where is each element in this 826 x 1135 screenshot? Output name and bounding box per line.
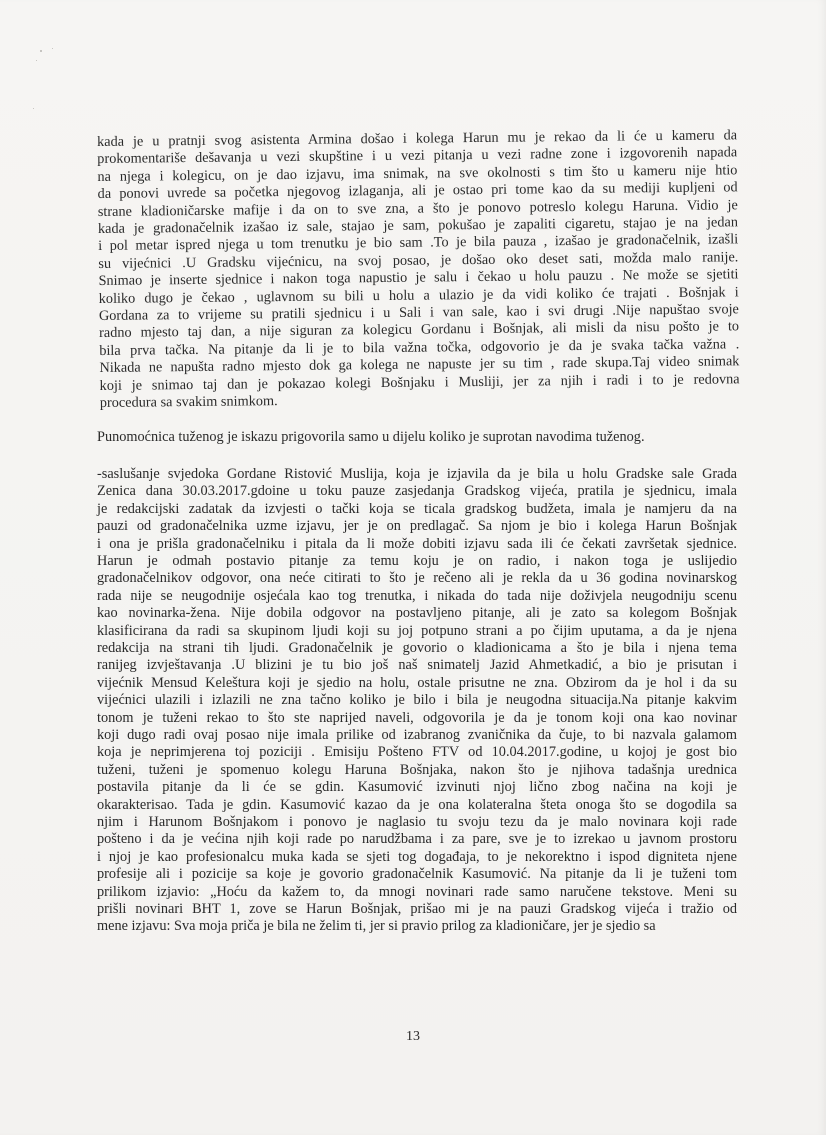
objection-paragraph: Punomoćnica tuženog je iskazu prigovorila samo u dijelu koliko je suprotan navodima tuženog. <box>97 428 645 445</box>
text-line: kao novinarka-žena. Nije dobila odgovor na postavljeno pitanje, ali je zato sa kolegom Bošnjak <box>97 605 737 622</box>
text-line: koja je neprimjerena toj poziciji . Emisiju Pošteno FTV od 10.04.2017.godine, u kojoj je gost bio <box>97 744 737 761</box>
text-line: gradonačelnikov odgovor, ona neće citirati to što je rečeno ali je rekla da u 36 godina novinarskog <box>97 570 737 587</box>
text-line: koji dugo radi ovaj posao nije imala prilike od izabranog zvaničnika da čuje, to bi nazvala galamom <box>97 727 737 743</box>
paper-speck <box>40 50 42 52</box>
text-line: koji je snimao taj dan je pokazao kolegi Bošnjaku i Musliji, jer za njih i radi i to je redovna <box>99 370 740 394</box>
document-body <box>97 127 740 936</box>
text-line: da ponovi uvrede sa početka njegovog izlaganja, ali je ostao pri tome kao da su mediji kupljeni od <box>97 179 738 203</box>
text-line: kada je gradonačelnik izašao iz sale, stajao je sam, pokušao je zapaliti cigaretu, stajao je na jedan <box>97 214 739 238</box>
text-line: je redakcijski zadatak da izvjesti o tački koja se ticala gradskog budžeta, imala je namjeru da na <box>97 500 737 517</box>
text-line: profesije ali i pozicije sa koje je govorio gradonačelnik Kasumović. Na pitanje da li je tuženi tom <box>97 866 737 883</box>
text-line: kada je u pratnji svog asistenta Armina došao i kolega Harun mu je rekao da li će u kameru da <box>97 127 738 150</box>
text-line: vijećnici ulazili i izlazili ne zna tačno koliko je bilo i bila je neugodna situacija.Na pitanje kakvim <box>97 692 737 709</box>
text-line: na njega i kolegicu, on je dao izjavu, ima snimak, na sve okolnosti s tim što u kameru nije htio <box>97 162 738 185</box>
text-line: okarakterisao. Tada je gdin. Kasumović kazao da je ona kolateralna šteta onoga što se dogodila sa <box>97 796 737 813</box>
text-line: tonom je tuženi rekao to što ste naprijed naveli, odgovorila je da je tonom koji ona kao novinar <box>97 709 737 726</box>
text-line: Zenica dana 30.03.2017.gdoine u toku pauze zasjedanja Gradskog vijeća, pratila je sjednicu, imala <box>97 483 737 500</box>
text-line: prilikom izjavio: „Hoću da kažem to, da mnogi novinari rade samo naručene tekstove. Meni su <box>97 883 737 900</box>
text-line: klasificirana da radi sa skupinom ljudi koji su joj potpuno strani a po čijim uputama, a da je njena <box>97 622 737 639</box>
text-line: i ona je prišla gradonačelniku i pitala da li može dobiti izjavu sada ili će čekati završetak sjednice. <box>97 535 737 552</box>
page-number: 13 <box>406 1029 420 1044</box>
testimony-paragraph <box>97 127 740 412</box>
text-line: Gordana za to vrijeme su pratili sjednicu i u Sali i van sale, kao i svi drugi .Nije napuštao svoje <box>98 301 739 325</box>
text-line: prokomentariše dešavanja u vezi skupštine i u vezi pitanja u vezi radne zone i izgovorenih napada <box>97 144 738 168</box>
text-line: i njoj je kao profesionalcu muka kada se sjeti tog događaja, to je nekorektno i ispod digniteta njene <box>97 848 737 865</box>
text-line: strane kladioničarske mafije i da on to sve zna, a što je ponovo potreslo kolegu Haruna. Vidio je <box>97 196 738 220</box>
text-line: radno mjesto taj dan, a nije siguran za kolegicu Gordanu i Bošnjak, ali misli da nisu pošto je to <box>99 318 740 342</box>
paper-speck <box>52 48 53 49</box>
paper-speck <box>33 108 34 109</box>
text-line: vijećnik Mensud Keleštura koji je sjedio na holu, ostale prisutne ne zna. Obzirom da je hol i da su <box>97 674 737 691</box>
text-line: ranijeg izvještavanja .U blizini je tu bio još naš snimatelj Jazid Ahmetkadić, a bio je prisutan i <box>97 657 737 674</box>
text-line: i pol metar ispred njega u tom trenutku je bio sam .To je bila pauza , izašao je gradonačelnik, izašli <box>98 231 739 255</box>
text-line: mene izjavu: Sva moja priča je bila ne želim ti, jer si pravio prilog za kladioničare, jer je sjedio sa <box>97 918 656 935</box>
text-line: rada nije se neugodnije osjećala kao tog trenutka, i nikada do tada nije doživjela neugodniju scenu <box>97 587 737 604</box>
text-line: prišli novinari BHT 1, zove se Harun Bošnjak, prišao mi je na pauzi Gradskog vijeća i tražio od <box>97 901 737 918</box>
text-line: redakcija na strani tih ljudi. Gradonačelnik je govorio o kladionicama a što je bila i njena tema <box>97 639 737 656</box>
text-line: pošteno i da je većina njih koji rade po narudžbama i za pare, sve je to izrekao u javnom prostoru <box>97 831 737 848</box>
text-line: -saslušanje svjedoka Gordane Ristović Muslija, koja je izjavila da je bila u holu Gradske sale Grada <box>97 465 737 482</box>
witness-statement-paragraph <box>97 466 737 936</box>
text-line: pauzi od gradonačelnika uzme izjavu, jer je on predlagač. Sa njom je bio i kolega Harun Bošnjak <box>97 518 737 535</box>
text-line: postavila pitanje da li će se gdin. Kasumović izvinuti njoj lično zbog načina na koji je <box>97 779 737 796</box>
text-line: Snimao je inserte sjednice i nakon toga napustio je salu i čekao u holu pauzu . Ne može se sjetiti <box>98 266 739 290</box>
paper-speck <box>36 60 37 61</box>
text-line: Nikada ne napušta radno mjesto dok ga kolega ne napuste jer su tim , rade skupa.Taj video snimak <box>99 353 740 377</box>
text-line: bila prva tačka. Na pitanje da li je to bila važna točka, odgovorio je da je svaka tačka važna . <box>99 336 740 359</box>
text-line: Harun je odmah postavio pitanje za temu koju je on radio, i nakon toga je uslijedio <box>97 552 737 569</box>
text-line: su vijećnici .U Gradsku vijećnicu, na svoj posao, je došao oko deset sati, možda malo ranije. <box>98 249 739 272</box>
text-line: tuženi, tuženi je spomenuo kolegu Haruna Bošnjaka, nakon što je njihova tadašnja urednica <box>97 761 737 778</box>
text-line: koliko dugo je čekao , uglavnom su bili u holu a ulazio je da vidi koliko će trajati . Bošnjak i <box>98 283 739 307</box>
text-line: njim i Harunom Bošnjakom i ponovo je naglasio tu svoju tezu da je malo novinara koji rade <box>97 814 737 831</box>
text-line: procedura sa svakim snimkom. <box>99 393 278 412</box>
